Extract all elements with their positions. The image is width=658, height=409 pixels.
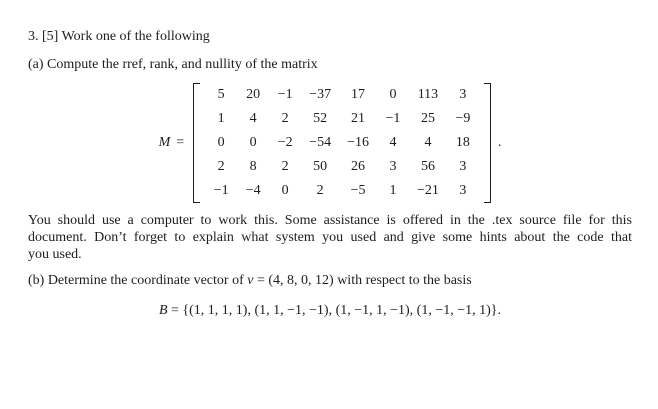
matrix-cell: 8 (249, 159, 257, 174)
part-b-label (28, 272, 632, 289)
matrix-cell: −9 (455, 111, 471, 126)
matrix-cell: 1 (217, 111, 225, 126)
matrix-cell: 3 (459, 183, 467, 198)
equals-sign: = (176, 135, 185, 150)
matrix-cell: 2 (316, 183, 324, 198)
note-line: You should use a computer to work this. Some assistance is offered in the .tex source file for this (28, 213, 632, 228)
matrix-cell: 0 (389, 87, 397, 102)
matrix-cell: 5 (217, 87, 225, 102)
basis-variable: B (158, 303, 168, 318)
matrix-cell: 3 (459, 87, 467, 102)
matrix-cell: 4 (424, 135, 432, 150)
matrix-cell: −37 (309, 87, 332, 102)
matrix-grid (200, 83, 484, 203)
matrix-cell: 2 (281, 159, 289, 174)
matrix-cell: 18 (455, 135, 470, 150)
part-b-suffix: = (4, 8, 0, 12) with respect to the basis (253, 273, 472, 288)
basis-value: = {(1, 1, 1, 1), (1, 1, −1, −1), (1, −1, 1, −1), (1, −1, −1, 1)}. (167, 303, 502, 318)
matrix-cell: −16 (347, 135, 369, 150)
matrix-cell: 17 (351, 87, 366, 102)
part-b-prefix: (b) Determine the coordinate vector of (28, 273, 248, 288)
matrix-cell: 0 (249, 135, 257, 150)
note-line: document. Don’t forget to explain what system you used and give some hints about the code that (28, 230, 632, 245)
matrix-cell: −21 (416, 183, 439, 198)
matrix-cell: −4 (245, 183, 261, 198)
matrix-cell: 3 (389, 159, 397, 174)
matrix-cell: 21 (351, 111, 366, 126)
matrix-cell: 0 (217, 135, 225, 150)
matrix-cell: 56 (420, 159, 435, 174)
matrix-equation (28, 83, 632, 203)
matrix-cell: 2 (281, 111, 289, 126)
matrix-left-bracket (193, 83, 200, 203)
problem-heading: 3. [5] Work one of the following (28, 29, 210, 44)
matrix-cell: 4 (249, 111, 257, 126)
matrix-cell: 1 (389, 183, 397, 198)
matrix-cell: 113 (417, 87, 439, 102)
matrix-cell: −1 (385, 111, 401, 126)
matrix-cell: 2 (217, 159, 225, 174)
note-line: you used. (28, 247, 82, 262)
part-a-label: (a) Compute the rref, rank, and nullity of the matrix (28, 57, 318, 72)
equation-period: . (497, 135, 502, 150)
basis-equation (28, 302, 632, 319)
matrix-cell: 26 (351, 159, 366, 174)
matrix-name: M (158, 135, 171, 150)
matrix-cell: −1 (213, 183, 229, 198)
matrix-cell: 4 (389, 135, 397, 150)
matrix-cell: 25 (420, 111, 435, 126)
matrix-cell: 3 (459, 159, 467, 174)
matrix-cell: 20 (246, 87, 261, 102)
note-paragraph (28, 212, 632, 263)
matrix-cell: 0 (281, 183, 289, 198)
matrix-cell: −54 (309, 135, 332, 150)
matrix-cell: −2 (277, 135, 293, 150)
matrix-cell: 52 (313, 111, 328, 126)
vector-variable: v (247, 273, 254, 288)
matrix-right-bracket (484, 83, 491, 203)
matrix-cell: −5 (350, 183, 366, 198)
matrix-cell: −1 (277, 87, 293, 102)
matrix-cell: 50 (313, 159, 328, 174)
